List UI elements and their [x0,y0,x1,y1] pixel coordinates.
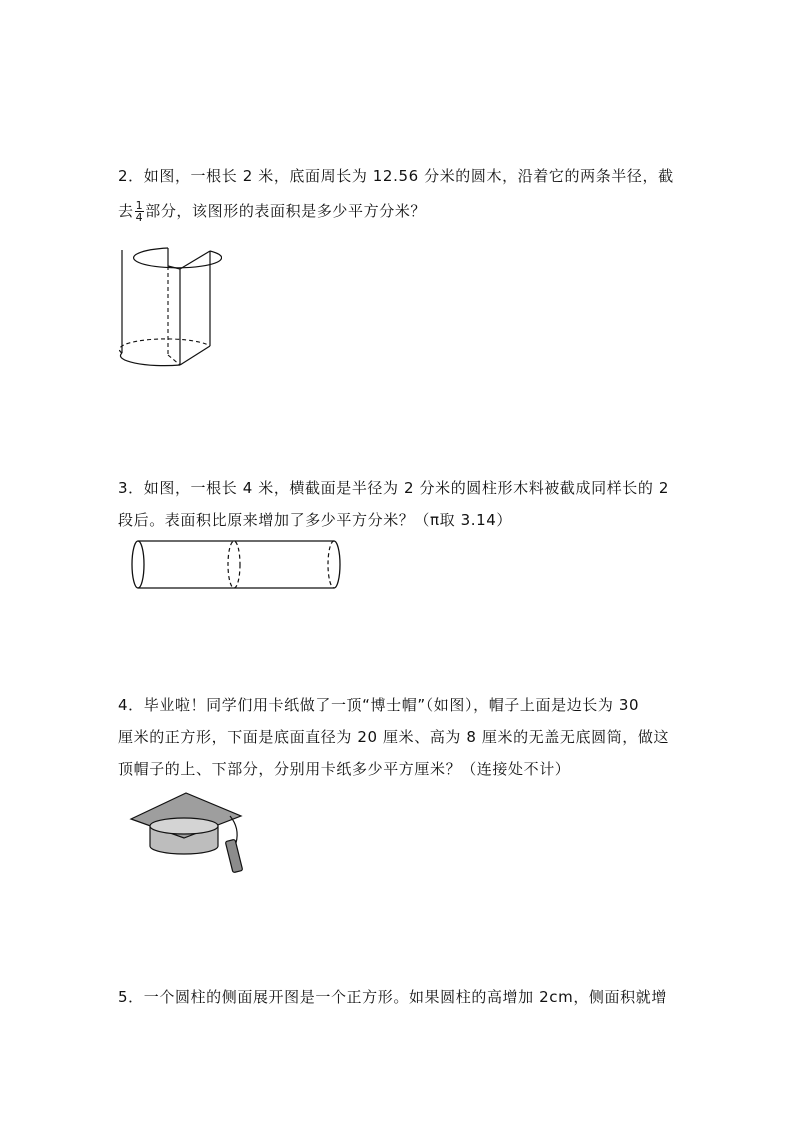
problem-2-line-2 [118,200,426,223]
problem-4-line-3: 顶帽子的上、下部分，分别用卡纸多少平方厘米？（连接处不计） [118,760,571,778]
horizontal-cylinder-figure [126,536,346,596]
graduation-cap-figure [126,788,256,878]
problem-4-line-1: 4．毕业啦！同学们用卡纸做了一顶“博士帽”（如图），帽子上面是边长为 30 [118,696,640,714]
fraction-numerator: 1 [135,199,144,212]
problem-4-line-2: 厘米的正方形，下面是底面直径为 20 厘米、高为 8 厘米的无盖无底圆筒，做这 [118,728,670,746]
problem-2-line-2-before: 去 [118,202,134,220]
problem-2-line-2-after: 部分，该图形的表面积是多少平方分米？ [145,202,427,220]
fraction-one-quarter [135,200,145,223]
problem-5-line-1: 5．一个圆柱的侧面展开图是一个正方形。如果圆柱的高增加 2cm，侧面积就增 [118,988,667,1006]
problem-3-line-1: 3．如图，一根长 4 米，横截面是半径为 2 分米的圆柱形木料被截成同样长的 2 [118,479,670,497]
problem-3-line-2: 段后。表面积比原来增加了多少平方分米？（π取 3.14） [118,511,512,529]
problem-2-line-1: 2．如图，一根长 2 米，底面周长为 12.56 分米的圆木，沿着它的两条半径，截 [118,167,674,185]
fraction-denominator: 4 [135,211,144,224]
cut-cylinder-figure [112,238,222,370]
